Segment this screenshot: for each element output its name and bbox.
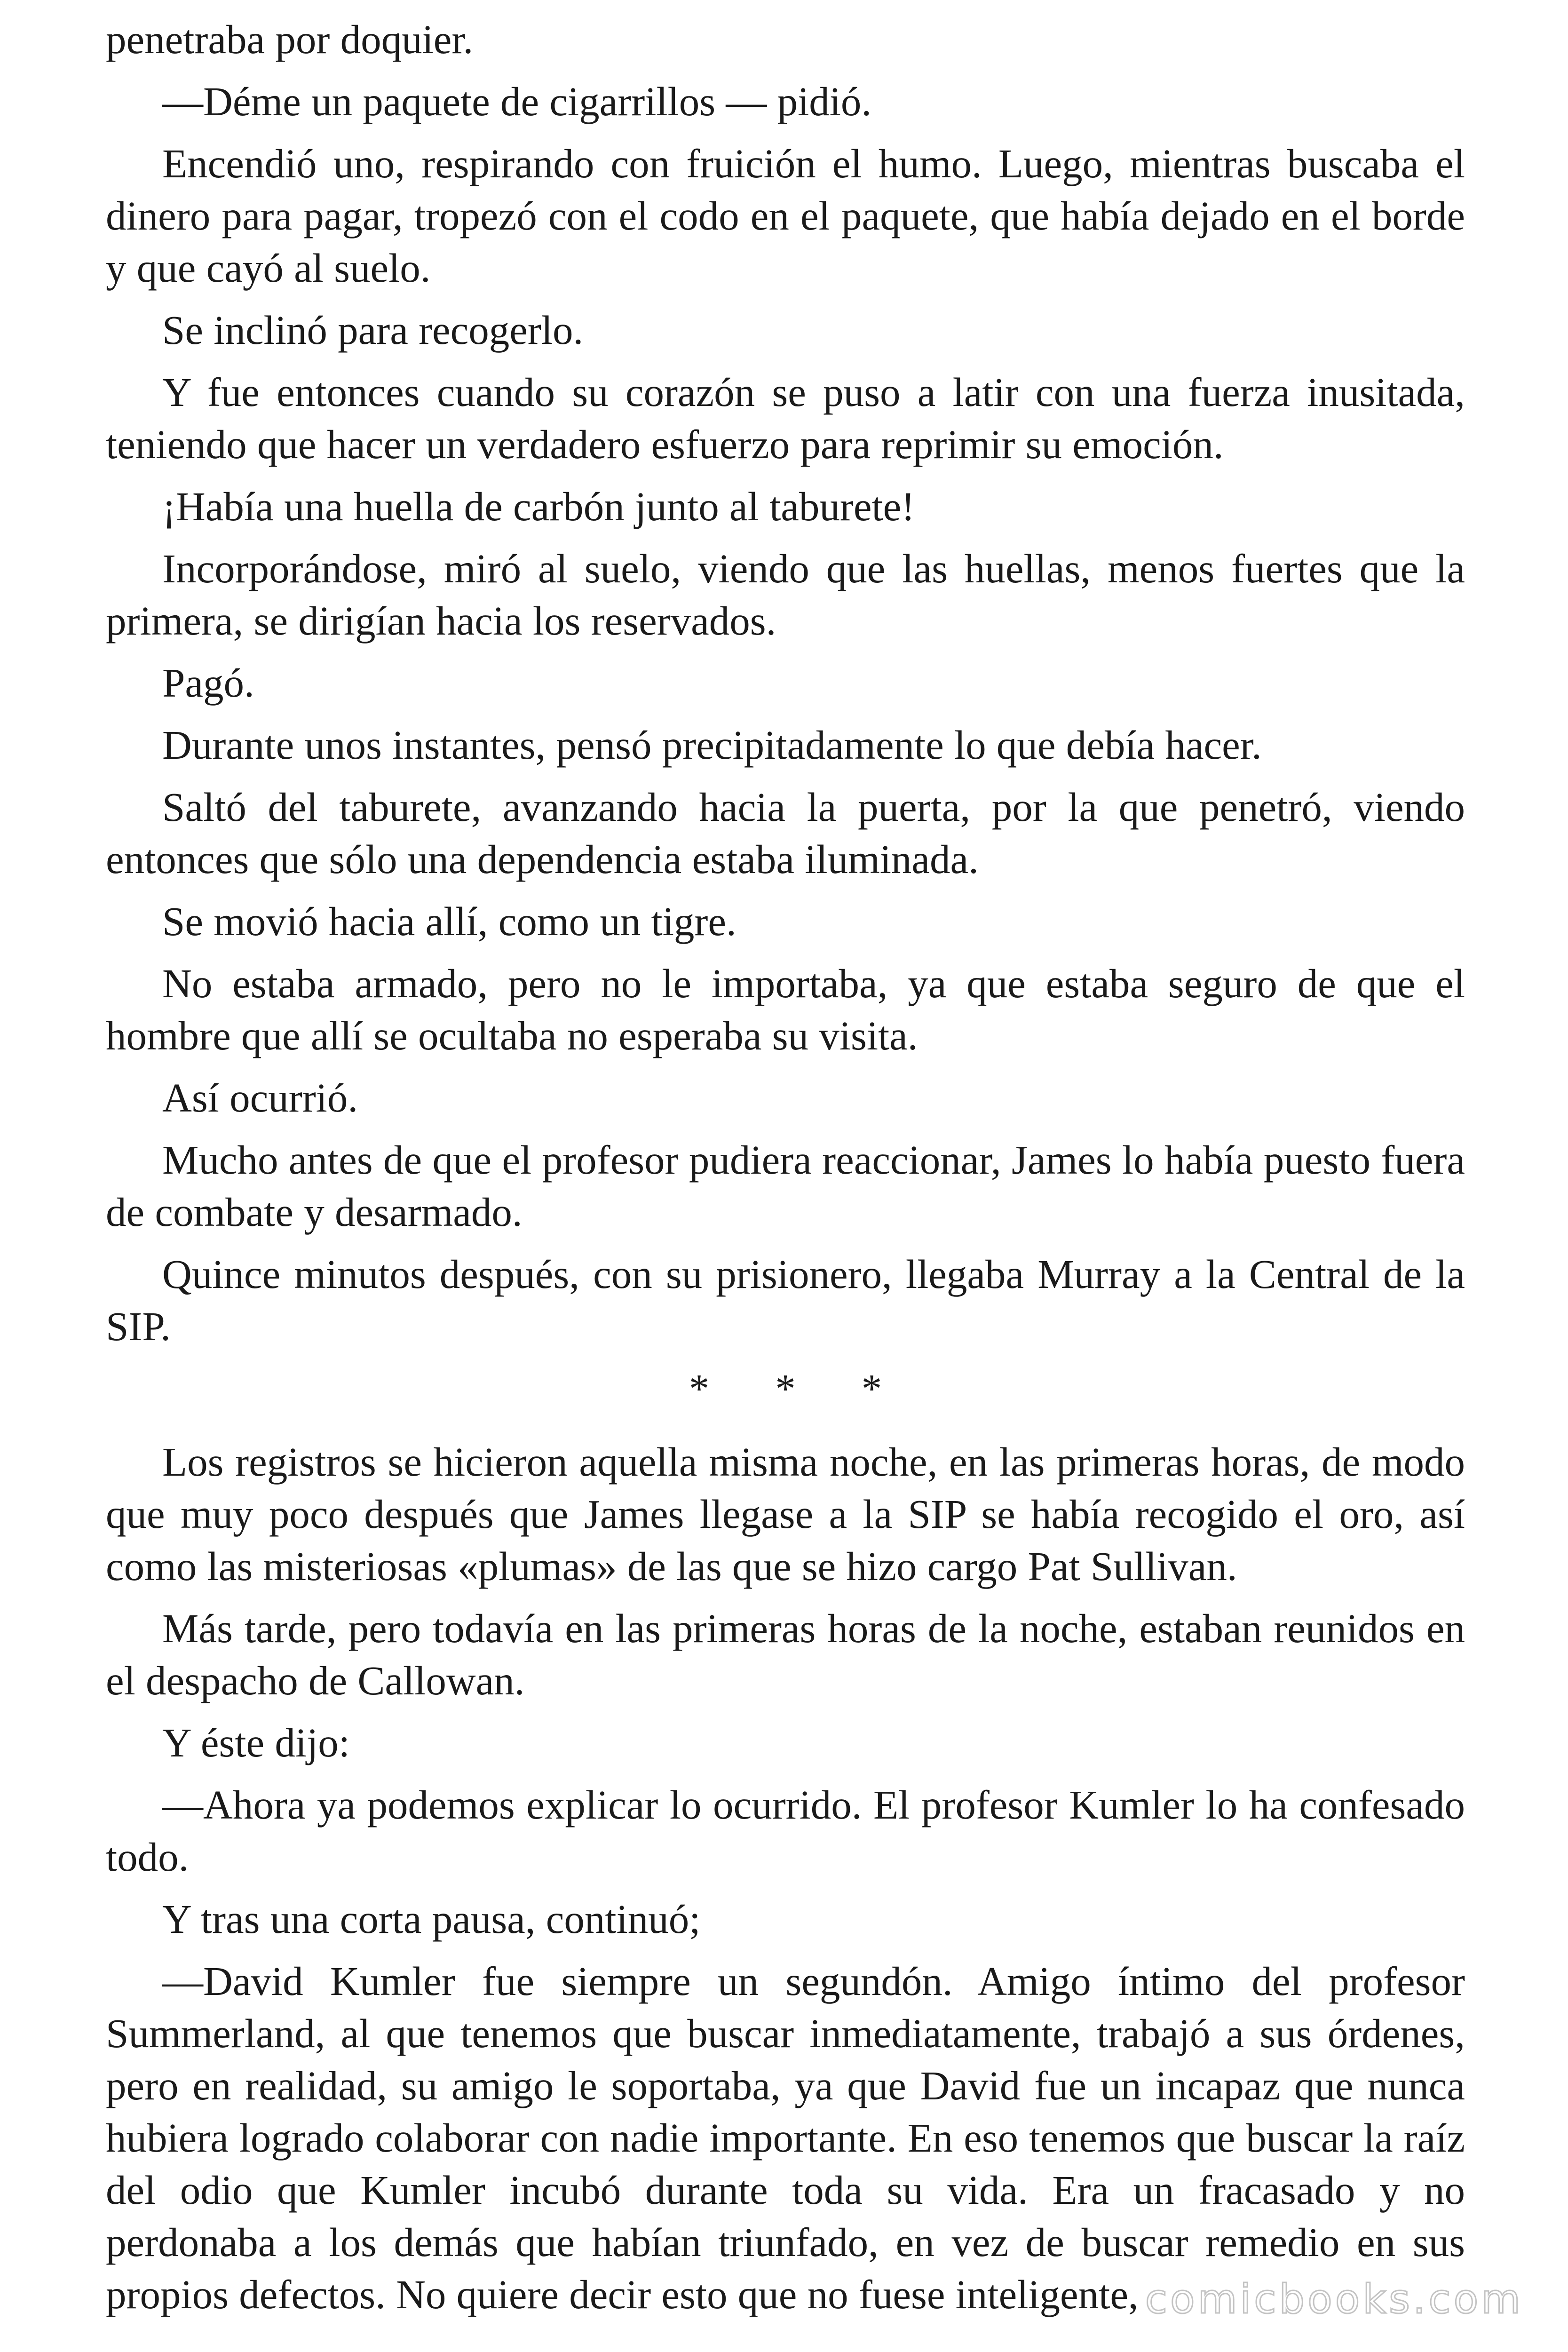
paragraph: Más tarde, pero todavía en las primeras horas de la noche, estaban reunidos en el despacho de Callowan. [106, 1605, 1465, 1703]
paragraph: ¡Había una huella de carbón junto al taburete! [162, 484, 915, 529]
paragraph: Pagó. [162, 660, 254, 706]
watermark: comicbooks.com [1145, 2276, 1523, 2323]
page-text [106, 13, 1465, 2330]
paragraph: Encendió uno, respirando con fruición el humo. Luego, mientras buscaba el dinero para pagar, tropezó con el codo en el paquete, que había dejado en el borde y que cayó al suelo. [106, 141, 1465, 291]
paragraph: Y éste dijo: [162, 1720, 350, 1765]
paragraph: Incorporándose, miró al suelo, viendo que las huellas, menos fuertes que la primera, se dirigían hacia los reservados. [106, 546, 1465, 644]
paragraph: Se movió hacia allí, como un tigre. [162, 898, 736, 944]
paragraph: Se inclinó para recogerlo. [162, 307, 584, 353]
paragraph: —Ahora ya podemos explicar lo ocurrido. El profesor Kumler lo ha confesado todo. [106, 1782, 1465, 1880]
paragraph: penetraba por doquier. [106, 16, 474, 62]
paragraph: —David Kumler fue siempre un segundón. Amigo íntimo del profesor Summerland, al que tenemos que buscar inmediatamente, trabajó a sus órdenes, pero en realidad, su amigo le soportaba, ya que David fue un incapaz que nunca hubiera logrado colaborar con nadie importante. En eso tenemos que buscar la raíz del odio que Kumler incubó durante toda su vida. Era un fracasado y no perdonaba a los demás que habían triunfado, en vez de buscar remedio en sus propios defectos. No quiere decir esto que no fuese inteligente, [106, 1958, 1465, 2317]
section-break [106, 1362, 1465, 1414]
paragraph: Durante unos instantes, pensó precipitadamente lo que debía hacer. [162, 722, 1262, 768]
paragraph: Saltó del taburete, avanzando hacia la puerta, por la que penetró, viendo entonces que sólo una dependencia estaba iluminada. [106, 784, 1465, 882]
paragraph: —Déme un paquete de cigarrillos — pidió. [162, 79, 872, 124]
paragraph: Así ocurrió. [162, 1075, 358, 1120]
paragraph: Y fue entonces cuando su corazón se puso a latir con una fuerza inusitada, teniendo que hacer un verdadero esfuerzo para reprimir su emoción. [106, 369, 1465, 467]
asterisk: * [861, 1366, 882, 1411]
paragraph: No estaba armado, pero no le importaba, ya que estaba seguro de que el hombre que allí se ocultaba no esperaba su visita. [106, 961, 1465, 1058]
paragraph: Quince minutos después, con su prisionero, llegaba Murray a la Central de la SIP. [106, 1251, 1465, 1349]
paragraph: Y tras una corta pausa, continuó; [162, 1896, 701, 1942]
paragraph: Mucho antes de que el profesor pudiera reaccionar, James lo había puesto fuera de combate y desarmado. [106, 1137, 1465, 1235]
paragraph: Los registros se hicieron aquella misma noche, en las primeras horas, de modo que muy poco después que James llegase a la SIP se había recogido el oro, así como las misteriosas «plumas» de las que se hizo cargo Pat Sullivan. [106, 1439, 1465, 1589]
asterisk: * [689, 1366, 710, 1411]
asterisk: * [775, 1366, 796, 1411]
